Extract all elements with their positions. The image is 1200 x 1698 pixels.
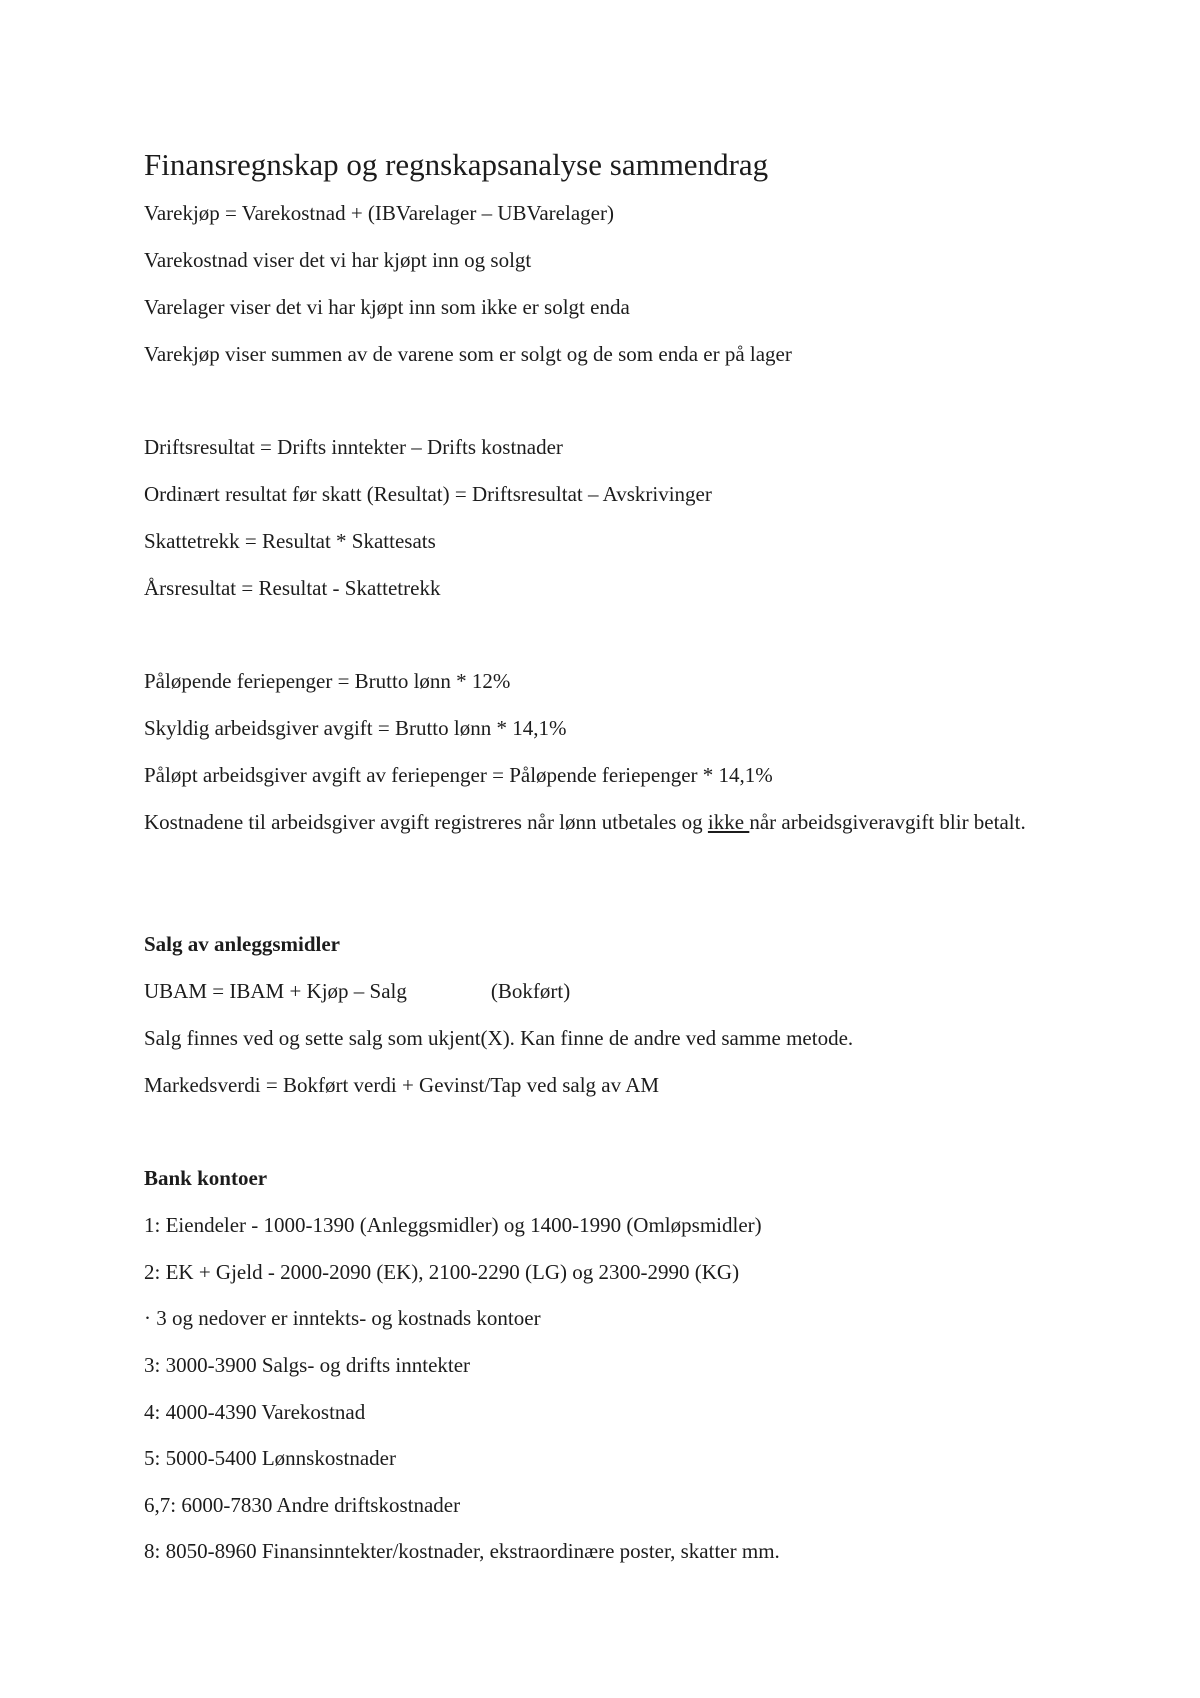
konto-class-2: 2: EK + Gjeld - 2000-2090 (EK), 2100-2290 (LG) og 2300-2990 (KG) xyxy=(144,1260,740,1284)
ubam-formula: UBAM = IBAM + Kjøp – Salg xyxy=(144,979,407,1003)
skattetrekk-formula: Skattetrekk = Resultat * Skattesats xyxy=(144,529,436,553)
ordinaert-resultat-formula: Ordinært resultat før skatt (Resultat) = Driftsresultat – Avskrivinger xyxy=(144,482,712,506)
varekjop-formula: Varekjøp = Varekostnad + (IBVarelager – UBVarelager) xyxy=(144,201,614,225)
konto-class-note: · 3 og nedover er inntekts- og kostnads kontoer xyxy=(144,1306,541,1330)
varelager-description: Varelager viser det vi har kjøpt inn som ikke er solgt enda xyxy=(144,295,630,319)
konto-class-4: 4: 4000-4390 Varekostnad xyxy=(144,1400,366,1424)
note-text-underlined: ikke xyxy=(707,810,750,834)
feriepenger-formula: Påløpende feriepenger = Brutto lønn * 12% xyxy=(144,669,511,693)
salg-description: Salg finnes ved og sette salg som ukjent(X). Kan finne de andre ved samme metode. xyxy=(144,1026,854,1050)
driftsresultat-formula: Driftsresultat = Drifts inntekter – Drifts kostnader xyxy=(144,435,563,459)
arbeidsgiveravgift-note xyxy=(144,808,1074,837)
varekjop-description: Varekjøp viser summen av de varene som er solgt og de som enda er på lager xyxy=(144,342,792,366)
konto-class-5: 5: 5000-5400 Lønnskostnader xyxy=(144,1446,396,1470)
ubam-formula-line xyxy=(144,978,570,1005)
anleggsmidler-heading: Salg av anleggsmidler xyxy=(144,932,341,956)
bank-kontoer-heading: Bank kontoer xyxy=(144,1166,268,1190)
note-text-end: når arbeidsgiveravgift blir betalt. xyxy=(749,810,1026,834)
markedsverdi-formula: Markedsverdi = Bokført verdi + Gevinst/Tap ved salg av AM xyxy=(144,1073,660,1097)
arsresultat-formula: Årsresultat = Resultat - Skattetrekk xyxy=(144,576,441,600)
konto-class-3: 3: 3000-3900 Salgs- og drifts inntekter xyxy=(144,1353,471,1377)
varekostnad-description: Varekostnad viser det vi har kjøpt inn og solgt xyxy=(144,248,532,272)
arbeidsgiveravgift-formula: Skyldig arbeidsgiver avgift = Brutto lønn * 14,1% xyxy=(144,716,567,740)
konto-class-1: 1: Eiendeler - 1000-1390 (Anleggsmidler) og 1400-1990 (Omløpsmidler) xyxy=(144,1213,762,1237)
konto-class-8: 8: 8050-8960 Finansinntekter/kostnader, ekstraordinære poster, skatter mm. xyxy=(144,1539,780,1563)
document-title: Finansregnskap og regnskapsanalyse sammendrag xyxy=(144,147,769,182)
ubam-formula-note: (Bokført) xyxy=(490,979,571,1003)
avgift-feriepenger-formula: Påløpt arbeidsgiver avgift av feriepenger = Påløpende feriepenger * 14,1% xyxy=(144,763,773,787)
note-text-start: Kostnadene til arbeidsgiver avgift registreres når lønn utbetales og xyxy=(144,810,708,834)
konto-class-6-7: 6,7: 6000-7830 Andre driftskostnader xyxy=(144,1493,461,1517)
